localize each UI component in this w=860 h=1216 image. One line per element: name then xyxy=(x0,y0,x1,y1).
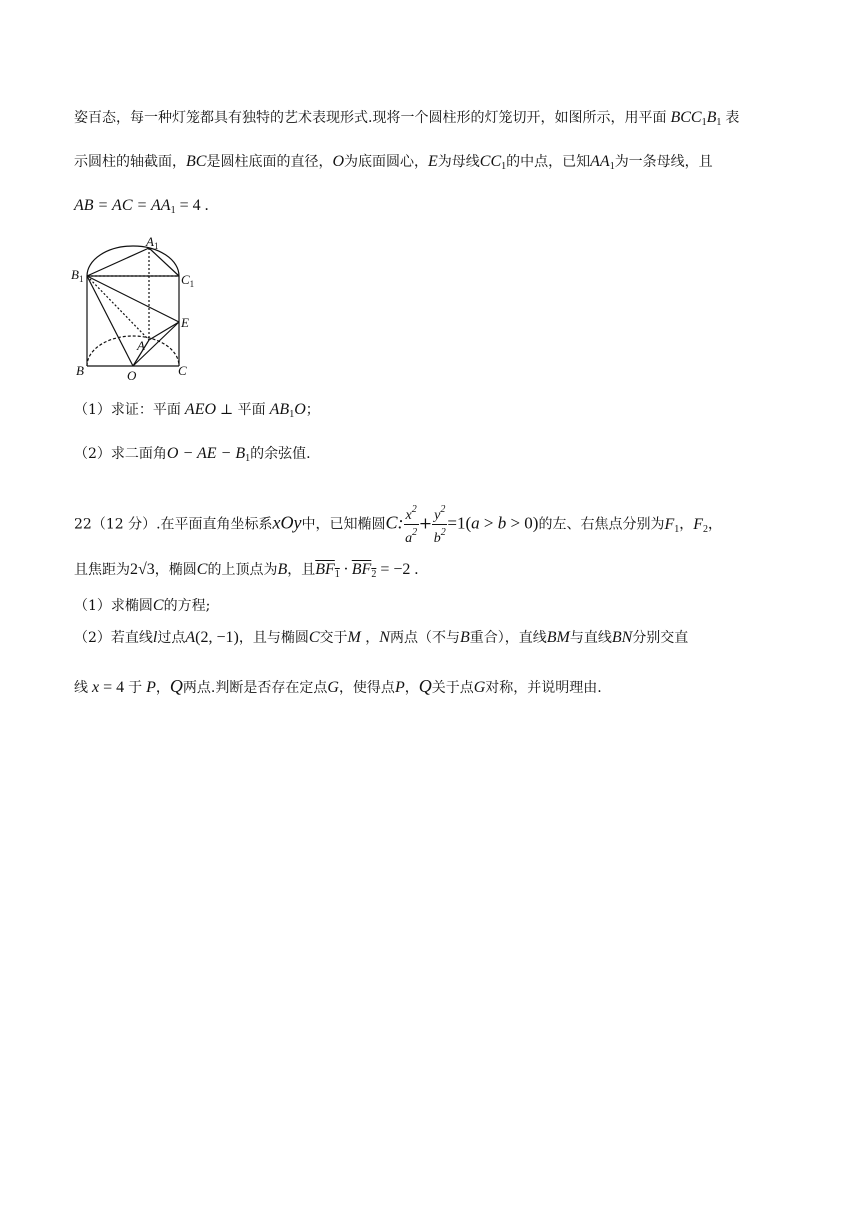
problem-22-line-5: 线 x = 4 于 P，Q两点.判断是否存在定点G，使得点P，Q关于点G对称，并说明理由. xyxy=(74,676,602,696)
problem-21-part-1: （1）求证：平面 AEO ⊥ 平面 $AB_1O$； xyxy=(74,401,320,420)
label-B1: $B_1$ xyxy=(71,267,84,284)
label-C: C xyxy=(178,363,187,378)
label-E: E xyxy=(181,315,189,330)
problem-21-line-1: 姿百态，每一种灯笼都具有独特的艺术表现形式.现将一个圆柱形的灯笼切开，如图所示，用平面 $BCC_1B_1$ 表 xyxy=(74,109,740,128)
label-C1: $C_1$ xyxy=(181,272,195,289)
label-A1: $A_1$ xyxy=(146,234,159,251)
problem-22-part-2: （2）若直线l过点A(2, −1)，且与椭圆C交于M ，N两点（不与B重合），直线BM与直线BN分别交直 xyxy=(74,629,689,646)
label-O: O xyxy=(127,368,137,382)
ellipse-equation: C: xyxy=(385,512,404,533)
problem-22-line-2: 且焦距为2√3，椭圆C的上顶点为B，且$BF_1 \cdot BF_2 = -2$ . xyxy=(74,561,419,580)
label-A: A xyxy=(137,338,145,353)
problem-22-header: 22（12 分）.在平面直角坐标系xOy中，已知椭圆C: $\frac{x^2}{a^2}$ + $\frac{y^2}{b^2}$ =1(a > b > 0)的左、右焦点分别为$F_1$，$F_2$， xyxy=(74,504,723,546)
plane-label: $BCC_1B_1$ xyxy=(666,109,722,128)
problem-21-part-2: （2）求二面角O − AE − $B_1$的余弦值. xyxy=(74,445,311,464)
dot-product: $BF_1 \cdot BF_2 = -2$ . xyxy=(315,561,419,580)
problem-21-line-3 xyxy=(74,196,209,221)
problem-21-line-2: 示圆柱的轴截面，BC是圆柱底面的直径，O为底面圆心，E为母线$CC_1$的中点，已知$AA_1$为一条母线，且 xyxy=(74,153,713,172)
length-equation: AB = AC = $AA_1 = 4$ . xyxy=(74,197,209,216)
cylinder-figure xyxy=(70,232,210,382)
label-B: B xyxy=(76,363,84,378)
problem-22-part-1: （1）求椭圆C的方程; xyxy=(74,597,211,614)
